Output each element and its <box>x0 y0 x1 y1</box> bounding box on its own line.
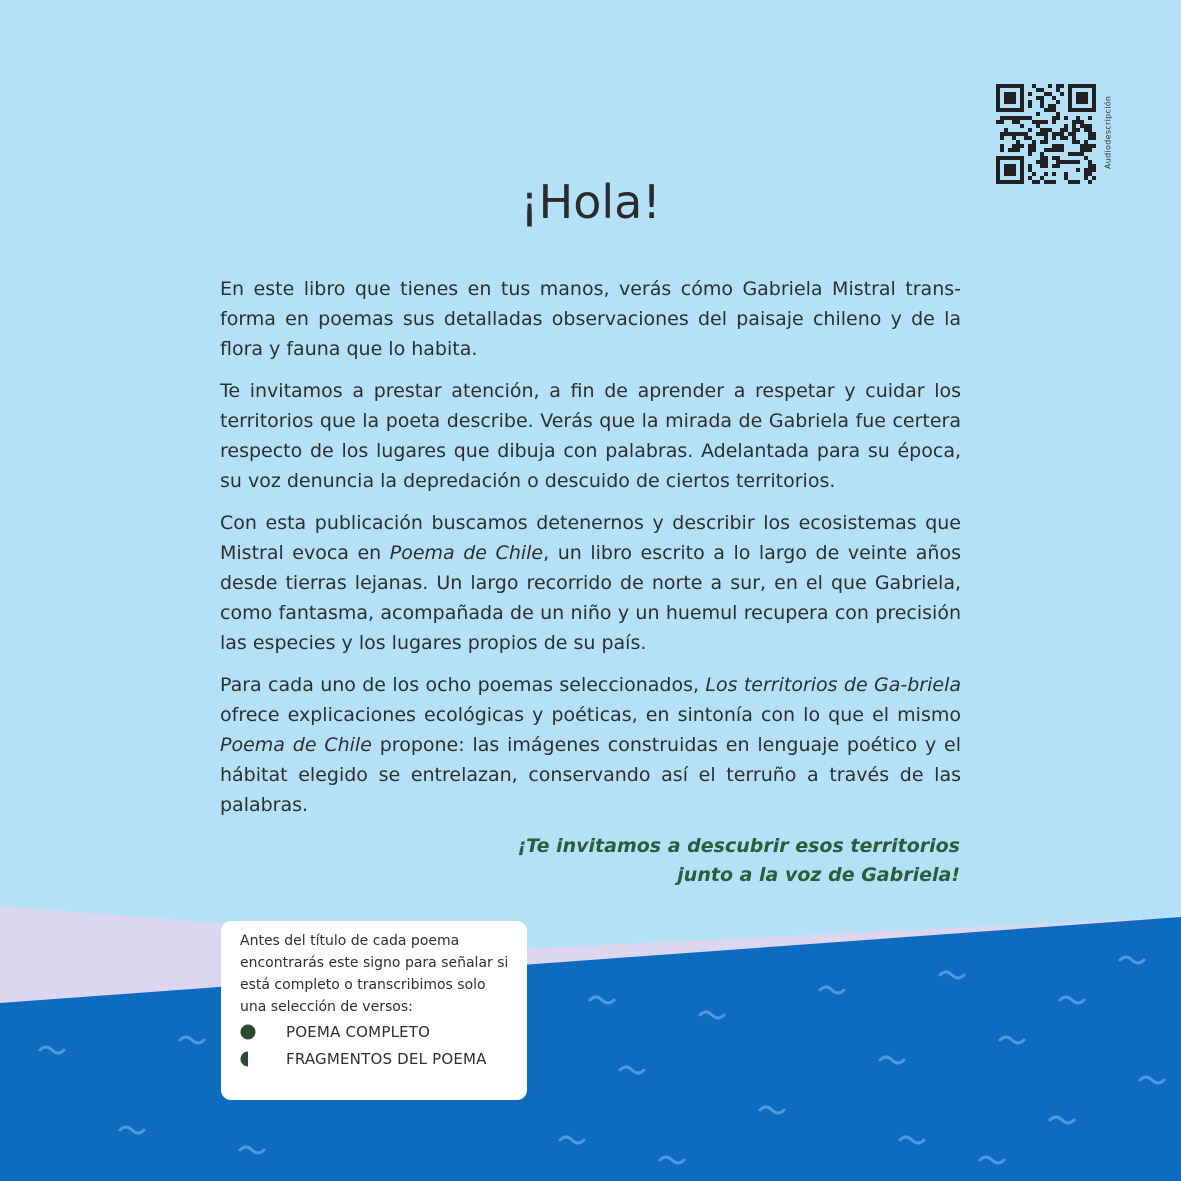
paragraph-1 <box>220 274 961 364</box>
legend-intro: Antes del título de cada poema encontrarás este signo para señalar si está completo o transcribimos solo una selección de versos: <box>240 933 509 1015</box>
qr-code[interactable] <box>996 84 1096 184</box>
book-title: Poema de Chile <box>389 542 544 564</box>
closing-line-2: junto a la voz de Gabriela! <box>677 864 960 886</box>
text-run: Para cada uno de los ocho poemas seleccionados, <box>220 674 706 696</box>
paragraph-4 <box>220 670 961 820</box>
legend-label-fragments: FRAGMENTOS DEL POEMA <box>286 1049 487 1068</box>
text-run: En este libro que tienes en tus manos, verás cómo Gabriela Mistral trans-forma en poemas sus detalladas observaciones del paisaje chileno y de la flora y fauna que lo habita. <box>220 278 961 360</box>
book-title: Poema de Chile <box>220 734 372 756</box>
closing-invitation <box>440 832 960 890</box>
paragraph-3 <box>220 508 961 658</box>
page-title: ¡Hola! <box>520 175 661 229</box>
text-run: Te invitamos a prestar atención, a fin de aprender a respetar y cuidar los territorios que la poeta describe. Verás que la mirada de Gabriela fue certera respecto de los lugares que dibuja con palabras. Adelantada para su época, su voz denuncia la depredación o descuido de ciertos territorios. <box>220 380 961 492</box>
legend-item-complete <box>240 1018 513 1045</box>
text-run: ofrece explicaciones ecológicas y poéticas, en sintonía con lo que el mismo <box>220 704 961 726</box>
qr-caption: Audiodescripción <box>1103 95 1113 169</box>
book-title: Los territorios de Ga-briela <box>705 674 961 696</box>
text-run: propone: las imágenes construidas en lenguaje poético y el hábitat elegido se entrelazan, conservando así el terruño a través de las palabras. <box>220 734 961 816</box>
full-circle-icon <box>240 1024 286 1040</box>
text-run: Con esta publicación buscamos detenernos y describir los ecosistemas que Mistral evoca en <box>220 512 961 564</box>
paragraph-2 <box>220 376 961 496</box>
qr-code-icon <box>996 84 1096 184</box>
closing-line-1: ¡Te invitamos a descubrir esos territorios <box>517 835 960 857</box>
legend-card <box>221 921 527 1100</box>
legend-label-complete: POEMA COMPLETO <box>286 1022 431 1041</box>
intro-text <box>220 274 961 832</box>
text-run: , un libro escrito a lo largo de veinte años desde tierras lejanas. Un largo recorrido de norte a sur, en el que Gabriela, como fantasma, acompañada de un niño y un huemul recupera con precisión las especies y los lugares propios de su país. <box>220 542 961 654</box>
half-circle-icon <box>240 1051 286 1067</box>
legend-item-fragments <box>240 1045 513 1072</box>
